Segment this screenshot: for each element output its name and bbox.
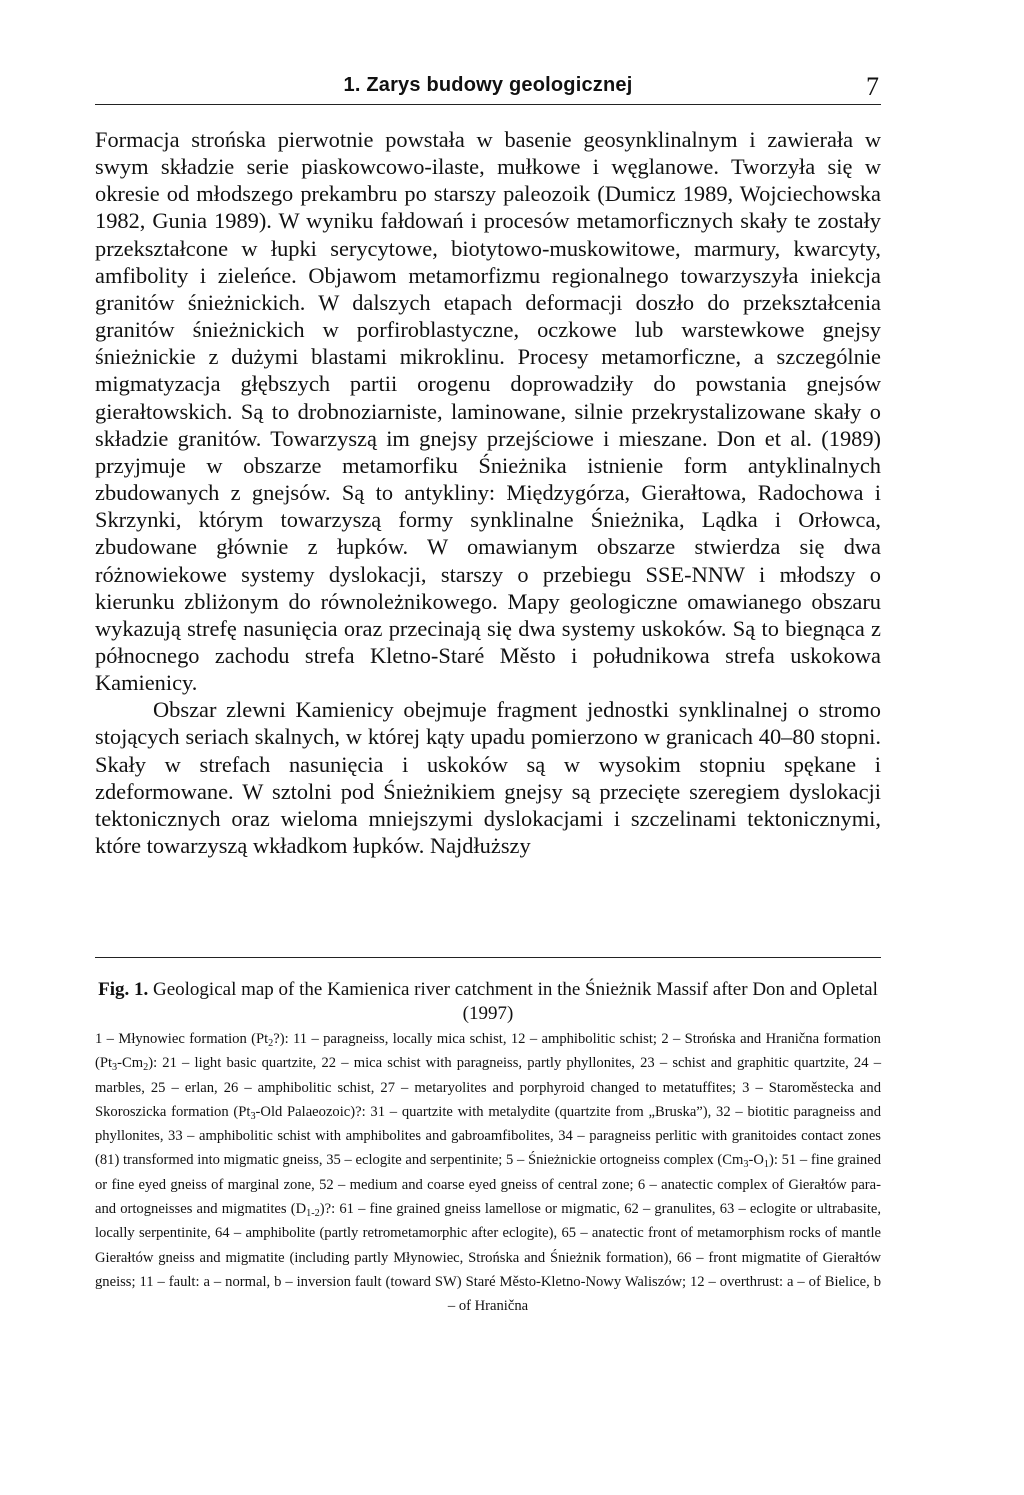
legend-text: 1 – Młynowiec formation (Pt [95,1031,269,1047]
legend-text: )?: 61 – fine grained gneiss lamellose or migmatic, 62 – granulites, 63 – eclogite or ultrabasite, locally serpentinite, 64 – amphibolite (partly retrometamorphic after eclogite), 65 – anatectic front of metamorphism rocks of mantle Gierałtów gneiss and migmatite (including partly Młynowiec, Strońska and Śnieżnik formation), 66 – front migmatite of Gierałtów gneiss; 11 – fault: a – normal, b – inversion fault (toward SW) Staré Město-Kletno-Nowy Waliszów; 12 – overthrust: a – of Bielice, b – of Hranična [95,1201,882,1315]
legend-subscript: 2 [143,1062,149,1074]
legend-text: -O [748,1152,764,1169]
legend-subscript: 1-2 [306,1208,320,1220]
paragraph-1: Formacja strońska pierwotnie powstała w basenie geosynklinalnym i zawierała w swym składzie serie piaskowcowo-ilaste, mułkowe i węglanowe. Tworzyła się w okresie od młodszego prekambru po starszy paleozoik (Dumicz 1989, Wojciechowska 1982, Gunia 1989). W wyniku fałdowań i procesów metamorficznych skały te zostały przekształcone w łupki serycytowe, biotytowo-muskowitowe, marmury, kwarcyty, amfibolity i zieleńce. Objawom metamorfizmu regionalnego towarzyszyła iniekcja granitów śnieżnickich. W dalszych etapach deformacji doszło do przekształcenia granitów śnieżnickich w porfiroblastyczne, oczkowe lub warstewkowe gnejsy śnieżnickie z dużymi blastami mikroklinu. Procesy metamorficzne, a szczególnie migmatyzacja głębszych partii orogenu doprowadziły do powstania gnejsów gierałtowskich. Są to drobnoziarniste, laminowane, silnie przekrystalizowane skały o składzie granitów. Towarzyszą im gnejsy przejściowe i mieszane. Don et al. (1989) przyjmuje w obszarze metamorfiku Śnieżnika istnienie form antyklinalnych zbudowanych z gnejsów. Są to antykliny: Międzygórza, Gierałtowa, Radochowa i Skrzynki, którym towarzyszą formy synklinalne Śnieżnika, Lądka i Orłowca, zbudowane głównie z łupków. W omawianym obszarze stwierdza się dwa różnowiekowe systemy dyslokacji, starszy o przebiegu SSE-NNW i młodszy o kierunku zbliżonym do równoleżnikowego. Mapy geologiczne omawianego obszaru wykazują strefę nasunięcia oraz przecinają się dwa systemy uskoków. Są to biegnąca z północnego zachodu strefa Kletno-Staré Město i południkowa strefa uskokowa Kamienicy. [95,127,881,696]
legend-text: ): 21 – light basic quartzite, 22 – mica schist with paragneiss, partly phyllonites, 23 – schist and graphitic quartzite, 24 – marbles, 25 – erlan, 26 – amphibolitic schist, 27 – metaryolites and porphyroid changed to metatuffites; 3 – Staroměstecka and Skoroszicka formation (Pt [95,1055,881,1120]
legend-text: -Old Palaeozoic)?: 31 – quartzite with metalydite (quartzite from „Bruska”), 32 – biotitic paragneiss and phyllonites, 33 – amphibolitic schist with amphibolites and gabroamfibolites, 34 – paragneiss perlitic with granitoides contact zones (81) transformed into migmatic gneiss, 35 – eclogite and serpentinite; 5 – Śnieżnickie ortogneiss complex (Cm [95,1103,881,1169]
legend-text: ): 51 – fine grained or fine eyed gneiss of marginal zone, 52 – medium and coarse eyed gneiss of central zone; 6 – anatectic complex of Gierałtów para- and ortogneisses and migmatites (D [95,1152,881,1218]
page-number: 7 [866,72,879,101]
figure-legend [95,1027,881,1319]
figure-caption [95,978,881,1026]
legend-subscript: 3 [743,1159,749,1171]
running-header [95,72,881,105]
figure-label: Fig. 1. [98,979,149,1000]
figure-caption-text: Geological map of the Kamienica river catchment in the Śnieżnik Massif after Don and Opletal (1997) [152,979,878,1024]
document-page [95,0,881,1495]
legend-text: ?): 11 – paragneiss, locally mica schist, 12 – amphibolitic schist; 2 – Strońska and Hranična formation (Pt [95,1031,881,1072]
paragraph-2: Obszar zlewni Kamienicy obejmuje fragment jednostki synklinalnej o stromo stojących seriach skalnych, w której kąty upadu pomierzono w granicach 40–80 stopni. Skały w strefach nasunięcia i uskoków są w wysokim stopniu spękane i zdeformowane. W sztolni pod Śnieżnikiem gnejsy są przecięte szeregiem dyslokacji tektonicznych oraz wieloma mniejszymi dyslokacjami i szczelinami tektonicznymi, które towarzyszą wkładkom łupków. Najdłuższy [95,697,881,859]
body-text [95,126,881,859]
chapter-title: 1. Zarys budowy geologicznej [343,74,633,96]
legend-text: -Cm [117,1055,144,1072]
caption-divider [95,957,881,958]
legend-subscript: 1 [763,1159,769,1171]
legend-subscript: 3 [112,1062,118,1074]
legend-subscript: 2 [268,1038,274,1049]
legend-subscript: 3 [250,1110,256,1122]
